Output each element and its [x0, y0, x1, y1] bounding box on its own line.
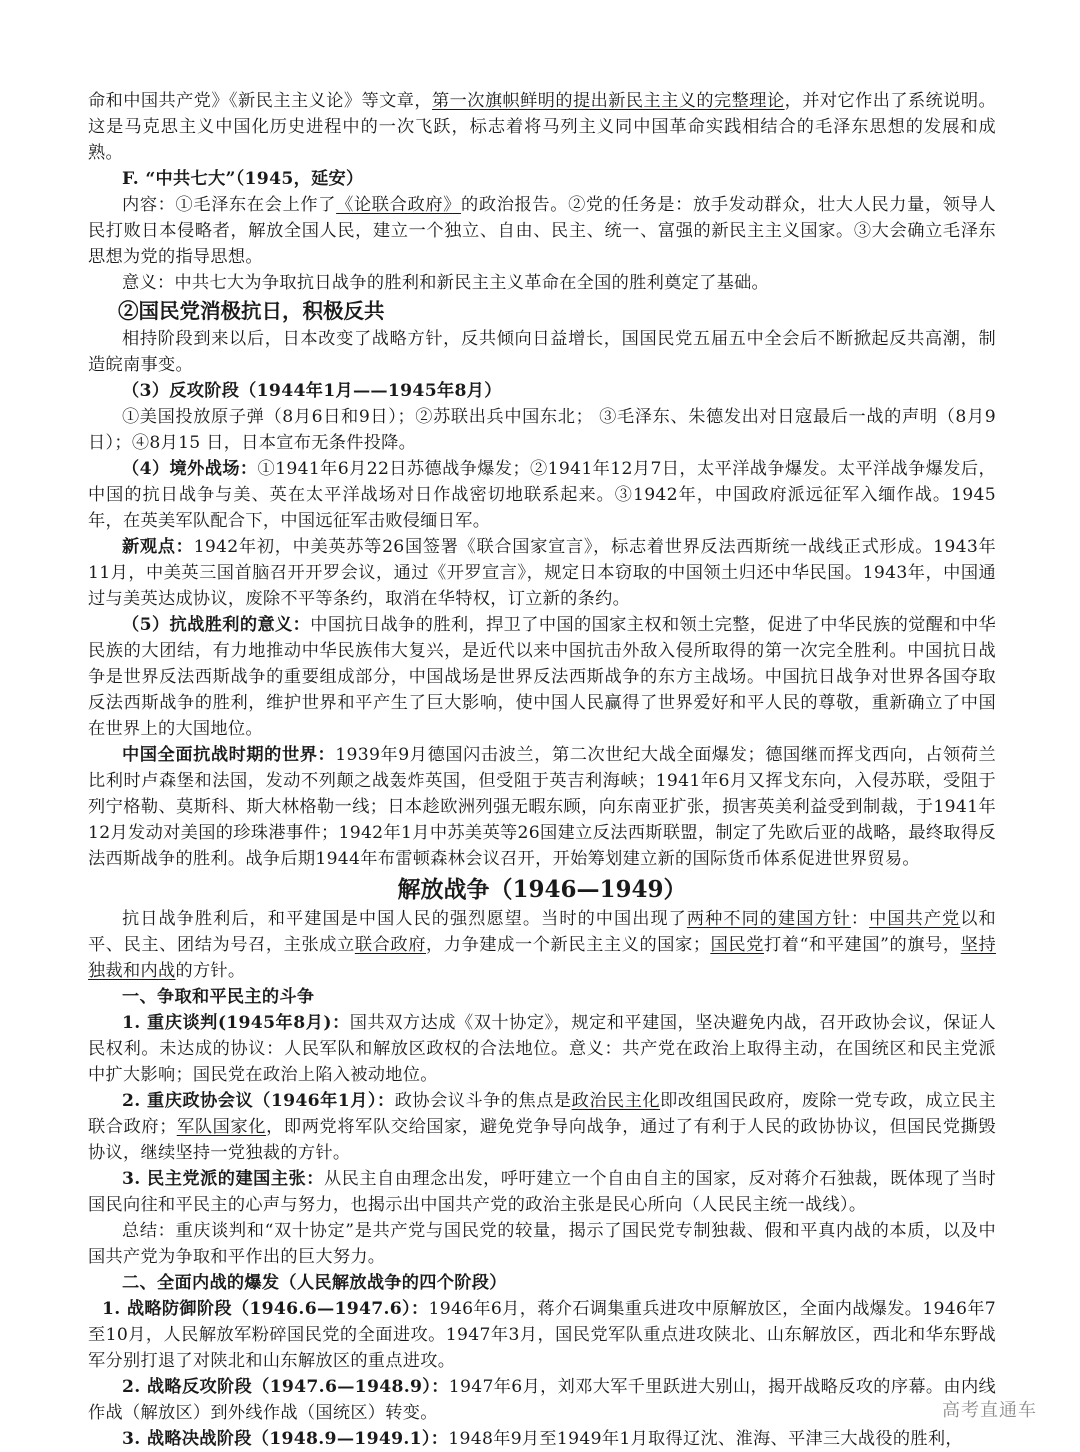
section-3-paragraph: ①美国投放原子弹（8月6日和9日）；②苏联出兵中国东北； ③毛泽东、朱德发出对日寇最后一战的声明（8月9日）；④8月15 日，日本宣布无条件投降。 — [88, 407, 996, 453]
section-5-paragraph: （5）抗战胜利的意义：中国抗日战争的胜利，捍卫了中国的国家主权和领土完整，促进了中华民族的觉醒和中华民族的大团结，有力地推动中华民族伟大复兴，是近代以来中国抗击外敌入侵所取得的第一次完全胜利。中国抗日战争是世界反法西斯战争的重要组成部分，中国战场是世界反法西斯战争的东方主战场。中国抗日战争对世界各国夺取反法西斯战争的胜利，维护世界和平产生了巨大影响，使中国人民赢得了世界爱好和平人民的尊敬，重新确立了中国在世界上的大国地位。 — [88, 615, 997, 739]
section-f-content: 内容：①毛泽东在会上作了《论联合政府》的政治报告。②党的任务是：放手发动群众，壮大人民力量，领导人民打败日本侵略者，解放全国人民，建立一个独立、自由、民主、统一、富强的新民主主义国家。③大会确立毛泽东思想为党的指导思想。 — [88, 195, 996, 267]
section-3-heading: （3）反攻阶段（1944年1月——1945年8月） — [122, 381, 502, 401]
kmt-heading: ②国民党消极抗日，积极反共 — [118, 299, 385, 323]
section-f-significance: 意义：中共七大为争取抗日战争的胜利和新民主主义革命在全国的胜利奠定了基础。 — [122, 273, 770, 293]
stage3-paragraph: 3. 战略决战阶段（1948.9—1949.1）：1948年9月至1949年1月取得辽沈、淮海、平津三大战役的胜利， — [122, 1429, 963, 1449]
underlined-title: 《论联合政府》 — [336, 195, 462, 215]
section-4-paragraph: （4）境外战场：①1941年6月22日苏德战争爆发；②1941年12月7日，太平洋战争爆发。太平洋战争爆发后，中国的抗日战争与美、英在太平洋战场对日作战密切地联系起来。③1942年，中国政府派远征军入缅作战。1945年，在英美军队配合下，中国远征军击败侵缅日军。 — [88, 459, 996, 531]
world-paragraph: 中国全面抗战时期的世界：1939年9月德国闪击波兰，第二次世纪大战全面爆发；德国继而挥戈西向，占领荷兰比利时卢森堡和法国，发动不列颠之战轰炸英国，但受阻于英吉利海峡；1941年6月又挥戈东向，入侵苏联，受阻于列宁格勒、莫斯科、斯大林格勒一线；日本趁欧洲列强无暇东顾，向东南亚扩张，损害英美利益受到制裁，于1941年12月发动对美国的珍珠港事件；1942年1月中苏美英等26国建立反法西斯联盟，制定了先欧后亚的战略，最终取得反法西斯战争的胜利。战争后期1944年布雷顿森林会议召开，开始筹划建立新的国际货币体系促进世界贸易。 — [88, 745, 996, 869]
liberation-intro: 抗日战争胜利后，和平建国是中国人民的强烈愿望。当时的中国出现了两种不同的建国方针：中国共产党以和平、民主、团结为号召，主张成立联合政府，力争建成一个新民主主义的国家；国民党打着“和平建国”的旗号，坚持独裁和内战的方针。 — [88, 909, 996, 981]
item3-paragraph: 3. 民主党派的建国主张：从民主自由理念出发，呼吁建立一个自由自主的国家，反对蒋介石独裁，既体现了当时国民向往和平民主的心声与努力，也揭示出中国共产党的政治主张是民心所向（人民民主统一战线）。 — [88, 1169, 997, 1215]
stage1-paragraph: 1. 战略防御阶段（1946.6—1947.6）：1946年6月，蒋介石调集重兵进攻中原解放区，全面内战爆发。1946年7至10月，人民解放军粉碎国民党的全面进攻。1947年3月，国民党军队重点进攻陕北、山东解放区，西北和华东野战军分别打退了对陕北和山东解放区的重点进攻。 — [88, 1299, 997, 1371]
document-page — [88, 88, 996, 1452]
watermark: 高考直通车 — [942, 1400, 1037, 1421]
intro-paragraph: 命和中国共产党》《新民主主义论》等文章，第一次旗帜鲜明的提出新民主主义的完整理论，并对它作出了系统说明。这是马克思主义中国化历史进程中的一次飞跃，标志着将马列主义同中国革命实践相结合的毛泽东思想的发展和成熟。 — [88, 91, 996, 163]
part2-heading: 二、全面内战的爆发（人民解放战争的四个阶段） — [122, 1273, 507, 1293]
section-f-heading: F. “中共七大”（1945，延安） — [122, 169, 364, 189]
item2-paragraph: 2. 重庆政协会议（1946年1月）：政协会议斗争的焦点是政治民主化即改组国民政府，废除一党专政，成立民主联合政府；军队国家化，即两党将军队交给国家，避免党争导向战争，通过了有利于人民的政协协议，但国民党撕毁协议，继续坚持一党独裁的方针。 — [88, 1091, 996, 1163]
liberation-war-title: 解放战争（1946—1949） — [397, 876, 687, 903]
kmt-paragraph: 相持阶段到来以后，日本改变了战略方针，反共倾向日益增长，国国民党五届五中全会后不断掀起反共高潮，制造皖南事变。 — [88, 329, 996, 375]
underlined-phrase: 第一次旗帜鲜明的提出新民主主义的完整理论 — [431, 91, 785, 111]
item1-paragraph: 1. 重庆谈判(1945年8月)：国共双方达成《双十协定》，规定和平建国，坚决避免内战，召开政协会议，保证人民权利。未达成的协议：人民军队和解放区政权的合法地位。意义：共产党在政治上取得主动，在国统区和民主党派中扩大影响；国民党在政治上陷入被动地位。 — [88, 1013, 996, 1085]
stage2-paragraph: 2. 战略反攻阶段（1947.6—1948.9）：1947年6月，刘邓大军千里跃进大别山，揭开战略反攻的序幕。由内线作战（解放区）到外线作战（国统区）转变。 — [88, 1377, 996, 1423]
part1-heading: 一、争取和平民主的斗争 — [122, 987, 315, 1007]
new-view-paragraph: 新观点：1942年初，中美英苏等26国签署《联合国家宣言》，标志着世界反法西斯统一战线正式形成。1943年11月，中美英三国首脑召开开罗会议，通过《开罗宣言》，规定日本窃取的中国领土归还中华民国。1943年，中国通过与美英达成协议，废除不平等条约，取消在华特权，订立新的条约。 — [88, 537, 996, 609]
summary-paragraph: 总结：重庆谈判和“双十协定”是共产党与国民党的较量，揭示了国民党专制独裁、假和平真内战的本质，以及中国共产党为争取和平作出的巨大努力。 — [88, 1221, 996, 1267]
